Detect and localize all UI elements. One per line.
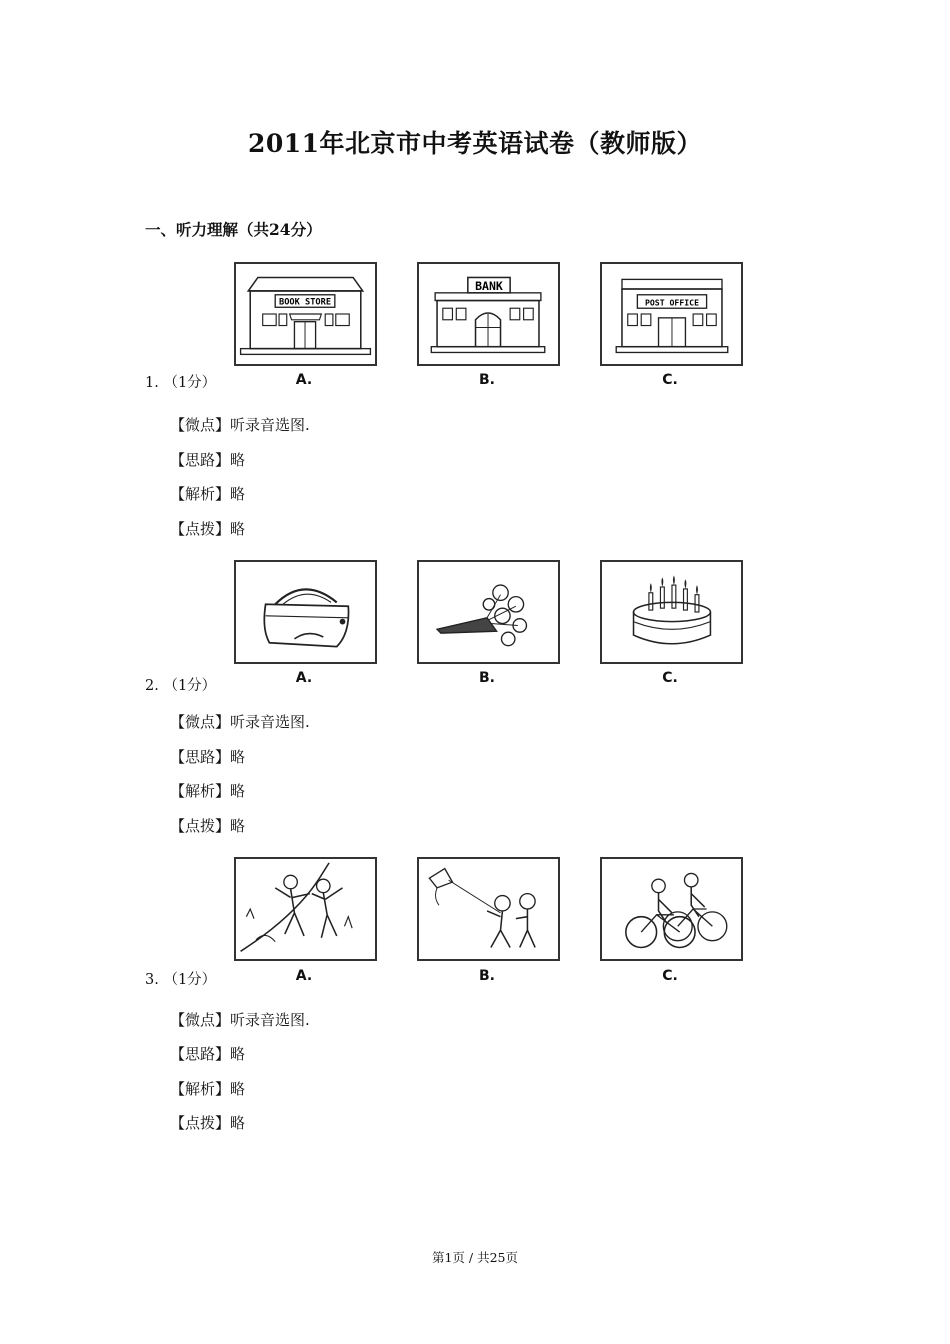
page-title: 2011年北京市中考英语试卷（教师版） <box>247 129 703 158</box>
kite-drawing <box>419 859 558 959</box>
page-footer: 第1页 / 共25页 <box>431 1250 519 1265</box>
section-heading: 一、听力理解（共24分） <box>145 220 322 239</box>
note-dianbo: 【点拨】略 <box>170 817 246 835</box>
note-weidian: 【微点】听录音选图. <box>170 416 310 434</box>
bookstore-drawing <box>236 264 375 364</box>
bank-drawing <box>419 264 558 364</box>
option-image-birthday-cake <box>600 560 743 664</box>
option-image-flying-kite <box>417 857 560 961</box>
note-dianbo: 【点拨】略 <box>170 520 246 538</box>
handbag-drawing <box>236 562 375 662</box>
note-jiexi: 【解析】略 <box>170 1080 246 1098</box>
sign-text: BANK <box>475 278 503 293</box>
note-silu: 【思路】略 <box>170 748 246 766</box>
note-silu: 【思路】略 <box>170 1045 246 1063</box>
option-image-climbing <box>234 857 377 961</box>
option-label-b: B. <box>479 670 495 686</box>
question-number: 3. （1分） <box>145 972 217 988</box>
option-label-a: A. <box>295 968 313 984</box>
option-image-handbag <box>234 560 377 664</box>
option-image-flowers <box>417 560 560 664</box>
post-office-drawing <box>602 264 741 364</box>
option-image-post-office <box>600 262 743 366</box>
option-label-c: C. <box>662 372 678 388</box>
question-number: 2. （1分） <box>145 678 217 694</box>
option-label-b: B. <box>479 968 495 984</box>
climbing-drawing <box>236 859 375 959</box>
note-dianbo: 【点拨】略 <box>170 1114 246 1132</box>
note-weidian: 【微点】听录音选图. <box>170 713 310 731</box>
option-label-c: C. <box>662 968 678 984</box>
note-weidian: 【微点】听录音选图. <box>170 1011 310 1029</box>
note-jiexi: 【解析】略 <box>170 485 246 503</box>
bikes-drawing <box>602 859 741 959</box>
note-jiexi: 【解析】略 <box>170 782 246 800</box>
option-image-bookstore <box>234 262 377 366</box>
flowers-drawing <box>419 562 558 662</box>
option-label-a: A. <box>295 372 313 388</box>
note-silu: 【思路】略 <box>170 451 246 469</box>
cake-drawing <box>602 562 741 662</box>
option-label-b: B. <box>479 372 495 388</box>
option-label-a: A. <box>295 670 313 686</box>
option-label-c: C. <box>662 670 678 686</box>
sign-text: BOOK STORE <box>279 297 332 308</box>
question-number: 1. （1分） <box>145 375 217 391</box>
sign-text: POST OFFICE <box>644 297 699 308</box>
option-image-bank <box>417 262 560 366</box>
option-image-riding-bikes <box>600 857 743 961</box>
